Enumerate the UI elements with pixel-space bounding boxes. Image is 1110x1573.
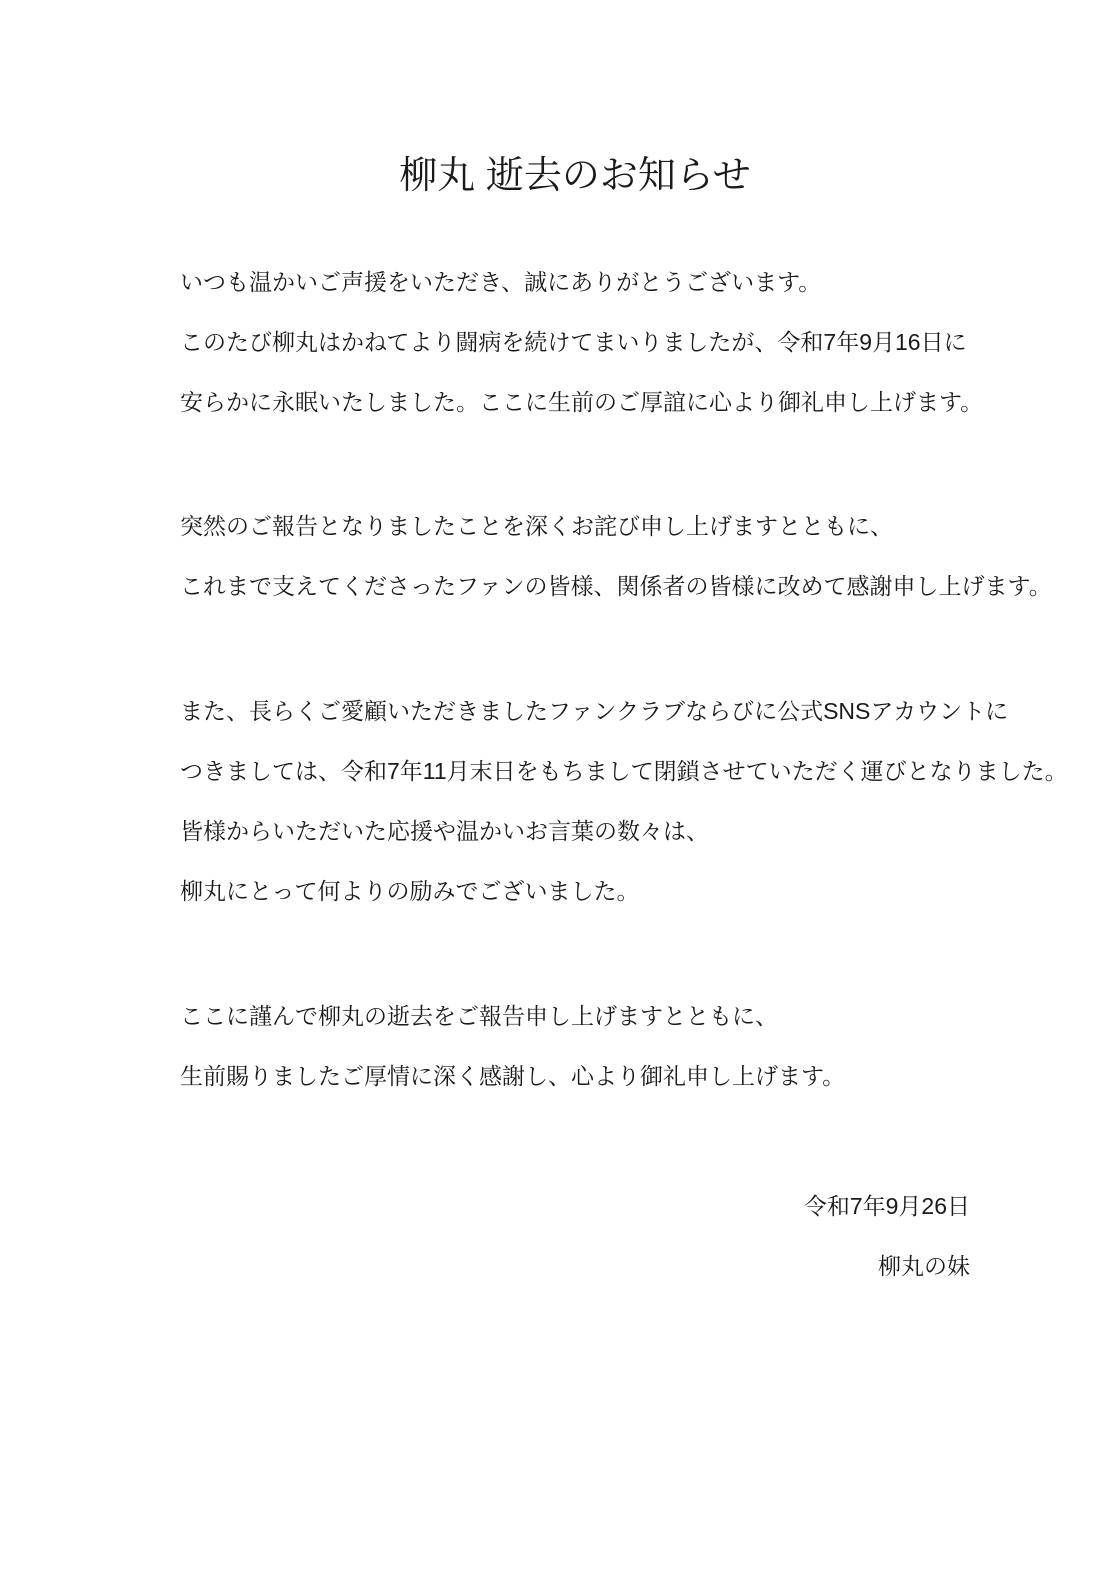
paragraph-fanclub-closure [180, 681, 1068, 921]
signature-line: 柳丸の妹 [878, 1253, 970, 1279]
body-line: 突然のご報告となりましたことを深くお詫び申し上げますとともに、 [180, 513, 893, 539]
paragraph-closing-thanks [180, 986, 970, 1106]
paragraph-apology [180, 496, 1052, 616]
body-line: いつも温かいご声援をいただき、誠にありがとうございます。 [180, 269, 822, 295]
paragraph-greeting [180, 252, 984, 432]
body-line: 皆様からいただいた応援や温かいお言葉の数々は、 [180, 818, 709, 844]
body-line: ここに謹んで柳丸の逝去をご報告申し上げますとともに、 [180, 1003, 778, 1029]
body-line: これまで支えてくださったファンの皆様、関係者の皆様に改めて感謝申し上げます。 [180, 573, 1052, 599]
closing-block [180, 1176, 970, 1296]
body-line: 生前賜りましたご厚情に深く感謝し、心より御礼申し上げます。 [180, 1063, 846, 1089]
date-line: 令和7年9月26日 [803, 1193, 970, 1219]
page-title: 柳丸 逝去のお知らせ [399, 155, 751, 197]
body-line: 安らかに永眠いたしました。ここに生前のご厚誼に心より御礼申し上げます。 [180, 389, 984, 415]
body-line: また、長らくご愛顧いただきましたファンクラブならびに公式SNSアカウントに [180, 698, 1009, 724]
body-line: このたび柳丸はかねてより闘病を続けてまいりましたが、令和7年9月16日に [180, 329, 967, 355]
body-line: 柳丸にとって何よりの励みでございました。 [180, 878, 640, 904]
body-line: つきましては、令和7年11月末日をもちまして閉鎖させていただく運びとなりました。 [180, 758, 1068, 784]
